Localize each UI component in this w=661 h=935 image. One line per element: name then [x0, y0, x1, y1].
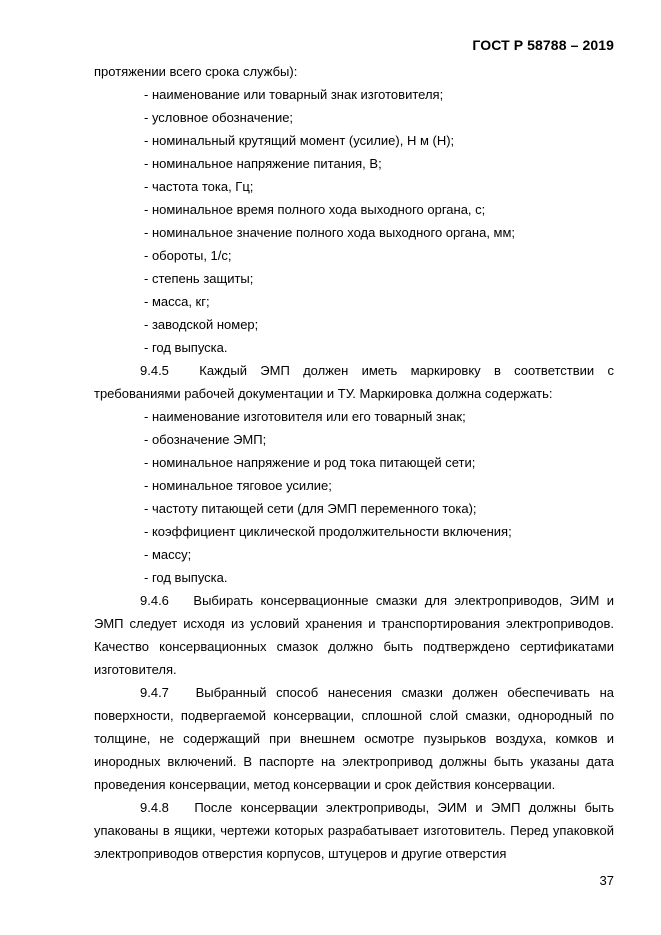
marking-list: [94, 405, 614, 589]
intro-line: протяжении всего срока службы):: [94, 64, 298, 79]
list-item: - заводской номер;: [144, 317, 259, 332]
document-header: ГОСТ Р 58788 – 2019: [472, 37, 614, 53]
list-item: - обозначение ЭМП;: [144, 432, 267, 447]
clause-number: 9.4.7: [140, 685, 169, 700]
paragraph-text: Выбирать консервационные смазки для электроприводов, ЭИМ и ЭМП следует исходя из условий хранения и транспортирования электроприводов. Качество консервационных смазок должно быть подтверждено сертификатами изготовителя.: [94, 593, 614, 677]
list-item: - наименование изготовителя или его товарный знак;: [144, 409, 466, 424]
clause-number: 9.4.8: [140, 800, 169, 815]
paragraph-text: После консервации электроприводы, ЭИМ и ЭМП должны быть упакованы в ящики, чертежи которых разрабатывает изготовитель. Перед упаковкой электроприводов отверстия корпусов, штуцеров и другие отверстия: [94, 800, 614, 861]
paragraph-9-4-7: [94, 681, 614, 796]
paragraph-9-4-6: [94, 589, 614, 681]
list-item: - обороты, 1/с;: [144, 248, 232, 263]
list-item: - наименование или товарный знак изготовителя;: [144, 87, 444, 102]
list-item: - степень защиты;: [144, 271, 254, 286]
list-item: - массу;: [144, 547, 192, 562]
paragraph-text: Выбранный способ нанесения смазки должен обеспечивать на поверхности, подвергаемой консервации, сплошной слой смазки, однородный по толщине, не содержащий при внешнем осмотре пузырьков воздуха, комков и инородных включений. В паспорте на электропривод должны быть указаны дата проведения консервации, метод консервации и срок действия консервации.: [94, 685, 614, 792]
list-item: - коэффициент циклической продолжительности включения;: [144, 524, 512, 539]
list-item: - номинальный крутящий момент (усилие), Н м (Н);: [144, 133, 455, 148]
page-number: 37: [599, 873, 614, 888]
list-item: - условное обозначение;: [144, 110, 294, 125]
document-body: [94, 60, 614, 865]
paragraph-text: Каждый ЭМП должен иметь маркировку в соответствии с требованиями рабочей документации и ТУ. Маркировка должна содержать:: [94, 363, 614, 401]
clause-number: 9.4.6: [140, 593, 169, 608]
list-item: - год выпуска.: [144, 340, 228, 355]
list-item: - номинальное время полного хода выходного органа, с;: [144, 202, 486, 217]
paragraph-9-4-5: [94, 359, 614, 405]
paragraph-9-4-8: [94, 796, 614, 865]
list-item: - номинальное тяговое усилие;: [144, 478, 332, 493]
list-item: - номинальное напряжение питания, В;: [144, 156, 382, 171]
requirements-list-1: [94, 83, 614, 359]
list-item: - масса, кг;: [144, 294, 210, 309]
clause-number: 9.4.5: [140, 363, 169, 378]
list-item: - год выпуска.: [144, 570, 228, 585]
list-item: - номинальное значение полного хода выходного органа, мм;: [144, 225, 516, 240]
list-item: - частоту питающей сети (для ЭМП переменного тока);: [144, 501, 477, 516]
list-item: - частота тока, Гц;: [144, 179, 254, 194]
list-item: - номинальное напряжение и род тока питающей сети;: [144, 455, 476, 470]
